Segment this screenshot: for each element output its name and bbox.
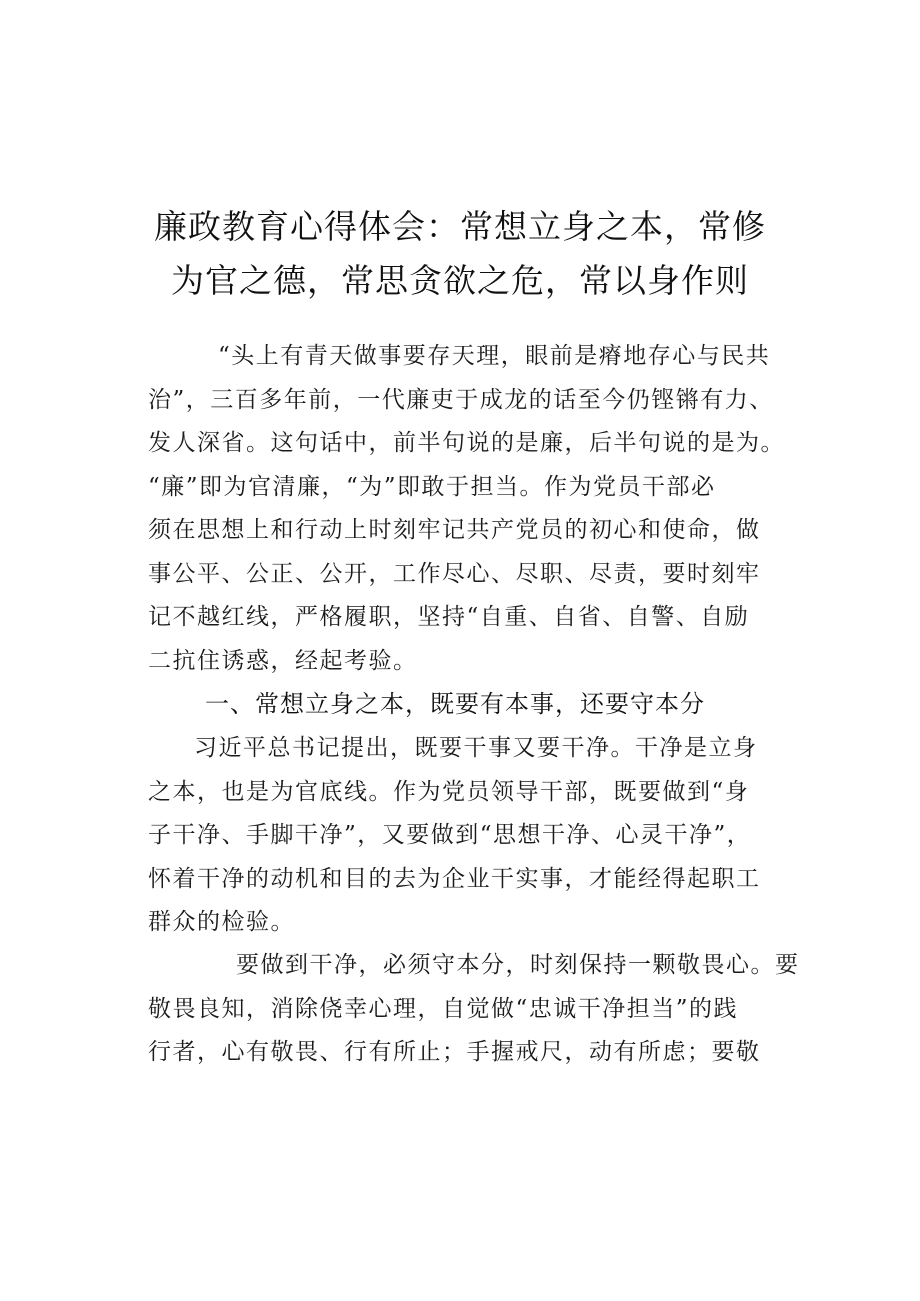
title-line: 廉政教育心得体会：常想立身之本，常修: [154, 207, 766, 246]
paragraph-line: 要做到干净，必须守本分，时刻保持一颗敬畏心。要: [236, 952, 800, 978]
paragraph-line: “廉”即为官清廉，“为”即敢于担当。作为党员干部必: [148, 473, 716, 500]
paragraph-line: 之本，也是为官底线。作为党员领导干部，既要做到“身: [148, 778, 750, 805]
paragraph-line: “头上有青天做事要存天理，眼前是瘠地存心与民共: [218, 343, 771, 369]
section-heading: 一、常想立身之本，既要有本事，还要守本分: [205, 690, 705, 718]
paragraph-line: 习近平总书记提出，既要干事又要干净。干净是立身: [194, 735, 758, 761]
paragraph-line: 治”，三百多年前，一代廉吏于成龙的话至今仍铿锵有力、: [148, 386, 774, 413]
paragraph-line: 事公平、公正、公开，工作尽心、尽职、尽责，要时刻牢: [148, 560, 761, 587]
paragraph-line: 怀着干净的动机和目的去为企业干实事，才能经得起职工: [148, 865, 761, 892]
document-title: [140, 200, 780, 308]
paragraph-line: 敬畏良知，消除侥幸心理，自觉做“忠诚干净担当”的践: [148, 995, 739, 1022]
paragraph-line: 子干净、手脚干净”，又要做到“思想干净、心灵干净”，: [148, 822, 752, 848]
paragraph-line: 发人深省。这句话中，前半句说的是廉，后半句说的是为。: [148, 430, 785, 456]
paragraph-line: 记不越红线，严格履职，坚持“自重、自省、自警、自励: [148, 604, 750, 630]
title-line: 为官之德，常思贪欲之危，常以身作则: [171, 261, 749, 300]
paragraph-intro: [148, 335, 788, 683]
paragraph-section-2: [148, 944, 800, 1075]
paragraph-line: 二抗住诱惑，经起考验。: [148, 647, 418, 674]
paragraph-section-1: [148, 727, 788, 945]
paragraph-line: 行者，心有敬畏、行有所止；手握戒尺，动有所虑；要敬: [148, 1039, 761, 1065]
paragraph-line: 须在思想上和行动上时刻牢记共产党员的初心和使命，做: [148, 517, 761, 543]
paragraph-line: 群众的检验。: [148, 909, 295, 935]
